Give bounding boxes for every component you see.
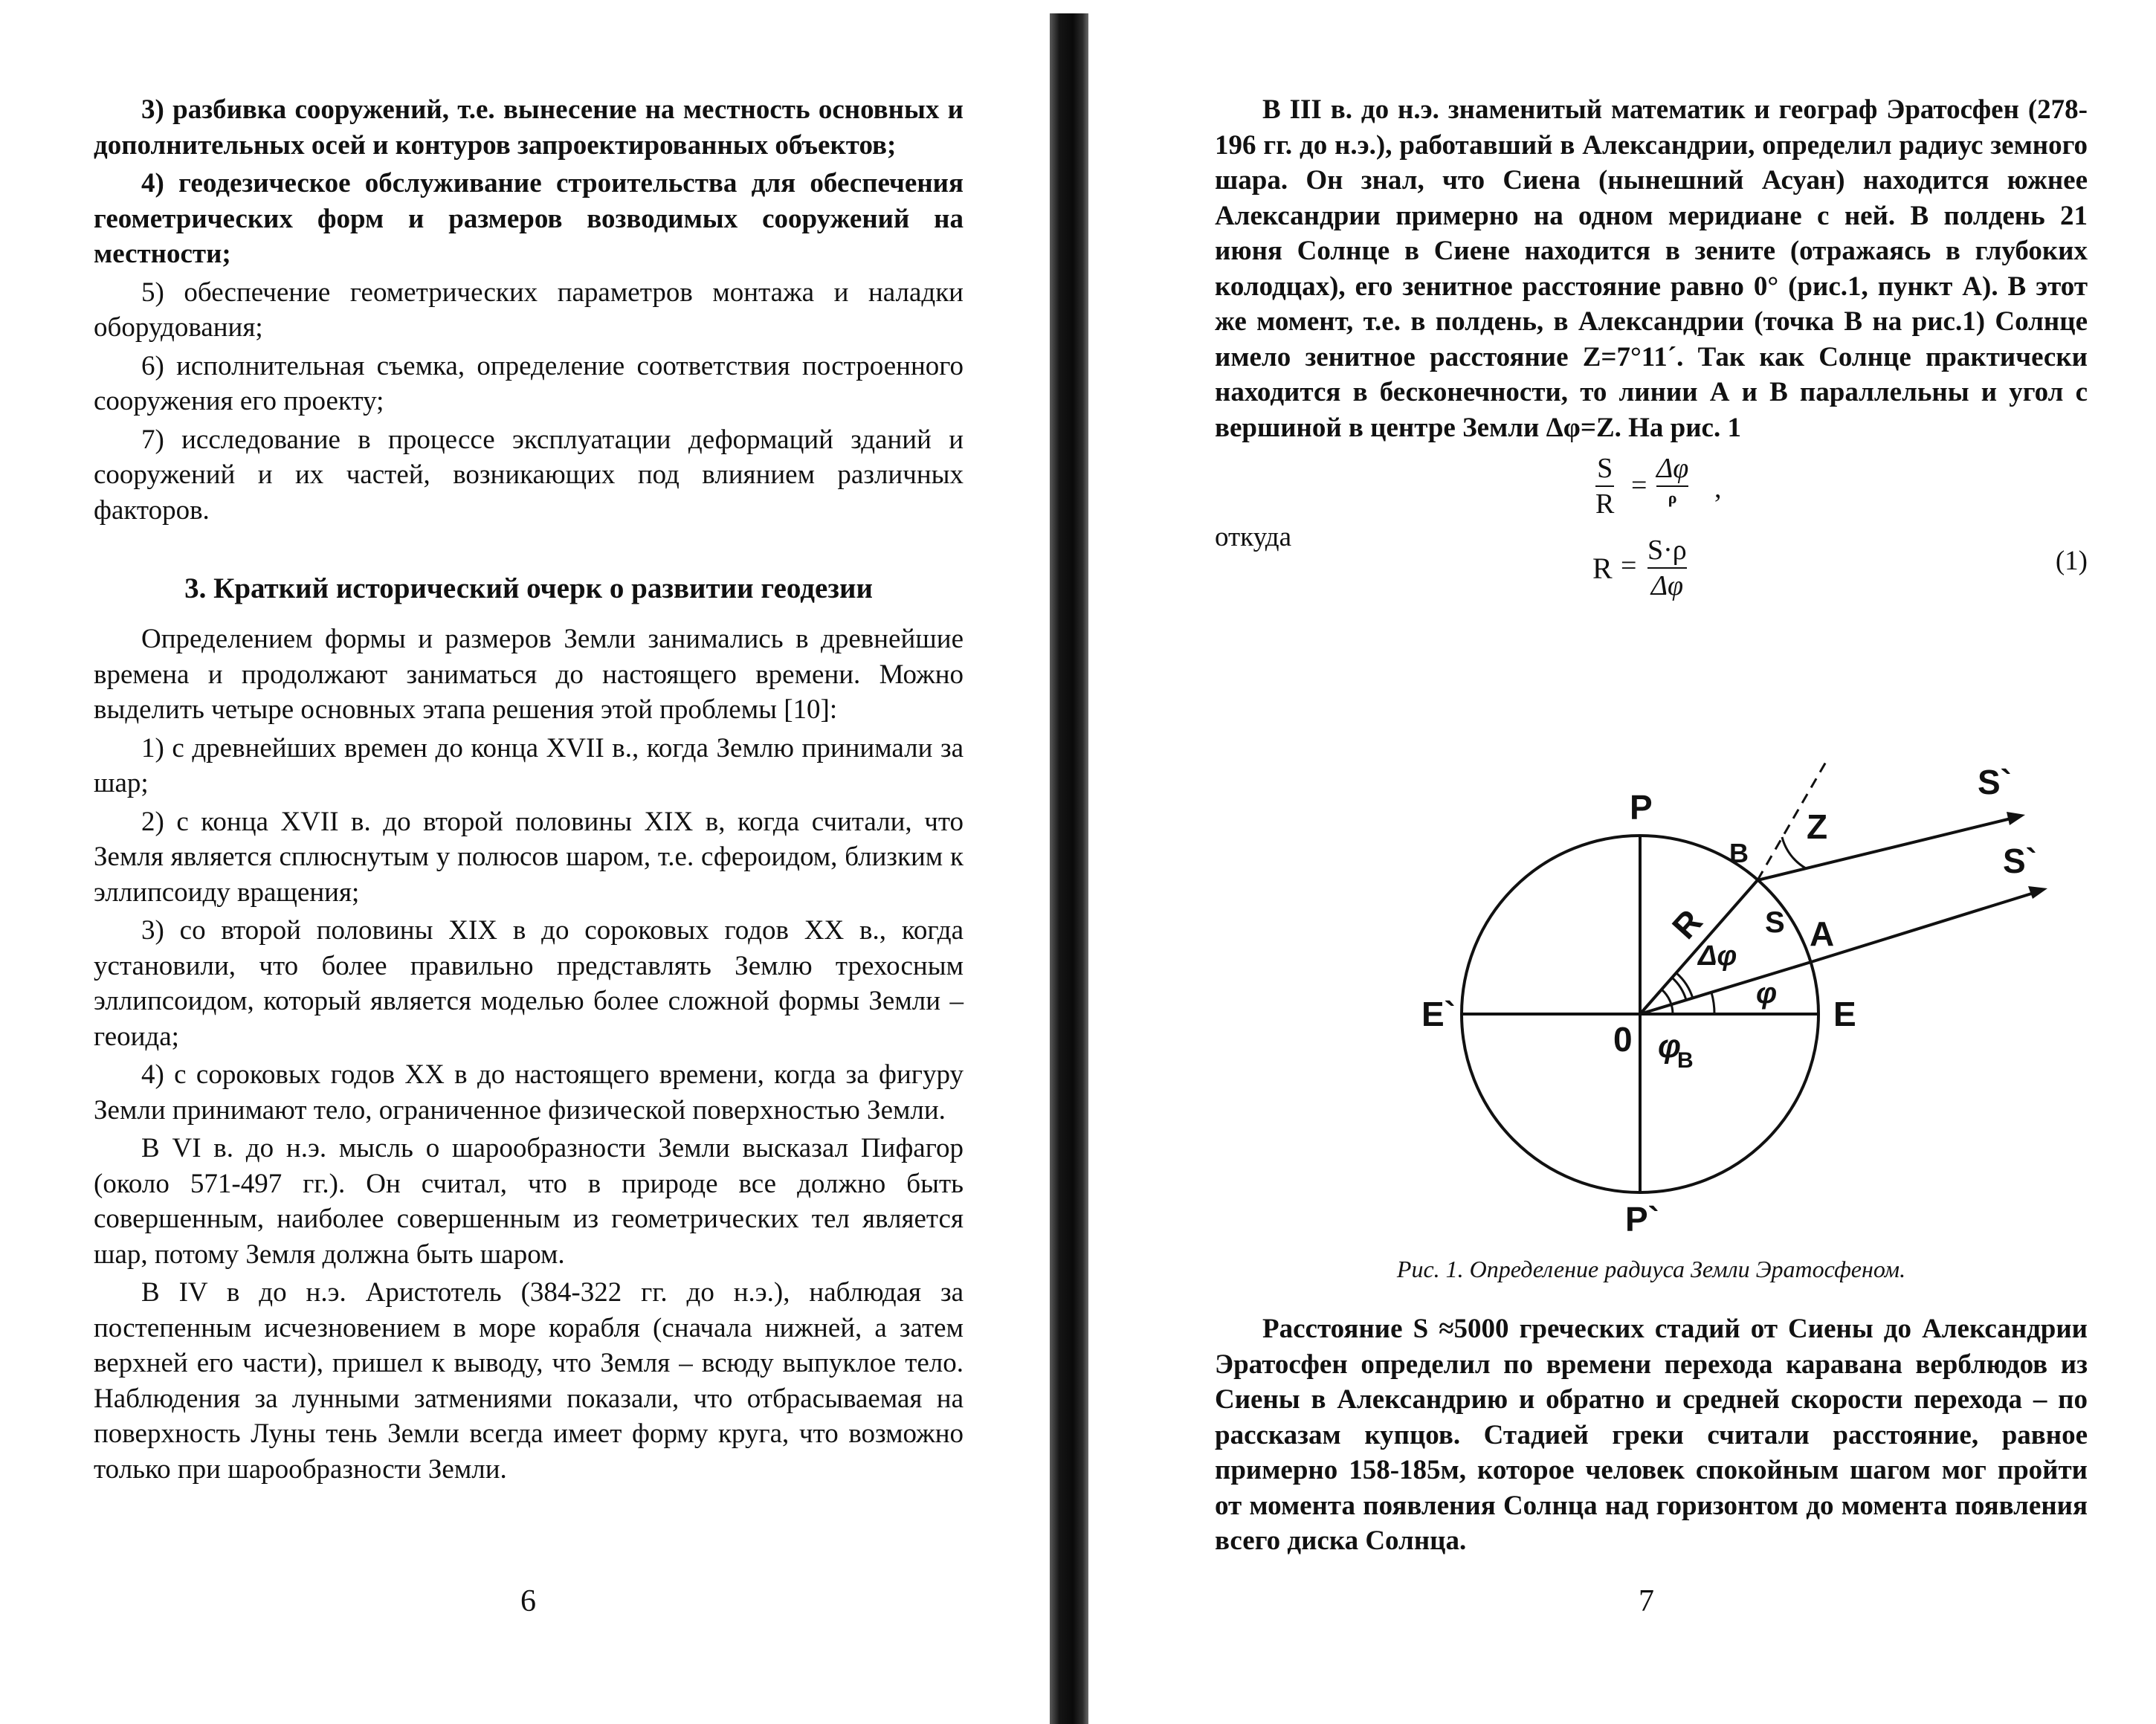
fraction-bar	[1656, 485, 1688, 487]
label-p: P	[1630, 788, 1653, 827]
sun-ray-b	[1758, 818, 2014, 880]
label-s-sun-1: S`	[1978, 763, 2012, 801]
stage-item-3: 3) со второй половины XIX в до сороковых годов XX в., когда установили, что более правильно представлять Землю трехосным эллипсоидом, который является моделью более сложной формы Земли – геоида;	[94, 915, 964, 1052]
formula-lhs: R	[1592, 552, 1613, 585]
paragraph-distance: Расстояние S ≈5000 греческих стадий от Сиены до Александрии Эратосфен определил по времени перехода каравана верблюдов из Сиены в Александрию и обратно и средней скорости перехода – по рассказам купцов. Стадией греки считали расстояние, равное примерно 158-185м, которое человек спокойным шагом мог пройти от момента появления Солнца над горизонтом до момента появления всего диска Солнца.	[1215, 1314, 2088, 1556]
figure-caption: Рис. 1. Определение радиуса Земли Эратосфеном.	[1396, 1256, 1906, 1282]
arrow-head-a	[2028, 886, 2047, 899]
fraction-numerator: S·ρ	[1647, 535, 1687, 566]
phi-arc	[1711, 992, 1714, 1014]
list-item-3: 3) разбивка сооружений, т.е. вынесение на местность основных и дополнительных осей и контуров запроектированных объектов;	[94, 94, 964, 161]
stage-item-2: 2) с конца XVII в. до второй половины XIX в, когда считали, что Земля является сплюснутым у полюсов шаром, т.е. сфероидом, близким к эллипсоиду вращения;	[94, 806, 964, 908]
label-r: R	[1664, 902, 1710, 946]
label-phi: φ	[1756, 977, 1778, 1010]
paragraph-eratosthenes: В III в. до н.э. знаменитый математик и географ Эратосфен (278-196 гг. до н.э.), работавший в Александрии, определил радиус земного шара. Он знал, что Сиена (нынешний Асуан) находится южнее Александрии примерно на одном меридиане с ней. В полдень 21 июня Солнце в Сиене находится в зените (отражаясь в глубоких колодцах), его зенитное расстояние равно 0° (рис.1, пункт А). В этот же момент, т.е. в полдень, в Александрии (точка В на рис.1) Солнце имело зенитное расстояние Z=7°11´. Так как Солнце практически находится в бесконечности, то линии А и В параллельны и угол с вершиной в центре Земли Δφ=Z. На рис. 1	[1215, 94, 2088, 443]
label-e: E	[1833, 995, 1856, 1033]
right-page	[1088, 0, 2156, 1724]
label-o: 0	[1613, 1020, 1633, 1059]
fraction-bar	[1595, 485, 1614, 487]
fraction-s-rho-over-dphi	[1647, 535, 1687, 601]
paragraph-aristotle: В IV в до н.э. Аристотель (384-322 гг. до н.э.), наблюдая за постепенным исчезновением в море корабля (сначала нижней, а затем верхней его части), пришел к выводу, что Земля – всюду выпуклое тело. Наблюдения за лунными затмениями показали, что отбрасываемая на поверхность Луны тень Земли всегда имеет форму круга, что возможно только при шарообразности Земли.	[94, 1277, 964, 1485]
label-a: A	[1810, 914, 1835, 953]
stage-item-1: 1) с древнейших времен до конца XVII в., когда Землю принимали за шар;	[94, 732, 964, 798]
formula-comma: ,	[1714, 473, 1722, 504]
label-s: S	[1765, 906, 1785, 939]
fraction-denominator: Δφ	[1650, 570, 1684, 601]
paragraph: Определением формы и размеров Земли занимались в древнейшие времена и продолжают заниматься до настоящего времени. Можно выделить четыре основных этапа решения этой проблемы [10]:	[94, 624, 964, 725]
section-heading: 3. Краткий исторический очерк о развитии геодезии	[184, 572, 873, 604]
page-number: 6	[520, 1584, 536, 1618]
fraction-s-over-r	[1595, 453, 1614, 520]
fraction-numerator: S	[1597, 453, 1613, 484]
label-e-left: E`	[1421, 995, 1456, 1033]
after-figure-text	[1215, 1311, 2088, 1562]
list-item-7: 7) исследование в процессе эксплуатации деформаций зданий и сооружений и их частей, возникающих под влиянием различных факторов.	[94, 424, 964, 526]
list-item-6: 6) исполнительная съемка, определение соответствия построенного сооружения его проекту;	[94, 350, 964, 416]
label-p-bottom: P`	[1625, 1200, 1659, 1239]
fraction-denominator: R	[1595, 488, 1615, 520]
phib-arc	[1662, 989, 1673, 1014]
sun-ray-a	[1811, 892, 2036, 962]
label-phib: φ	[1658, 1028, 1681, 1065]
fraction-dphi-over-rho	[1656, 453, 1688, 508]
list-item-4: 4) геодезическое обслуживание строительства для обеспечения геометрических форм и размеров возводимых сооружений на местности;	[94, 168, 964, 269]
paragraph-pythagoras: В VI в. до н.э. мысль о шарообразности Земли высказал Пифагор (около 571-497 гг.). Он считал, что в природе все должно быть совершенным, наиболее совершенным из геометрических тел является шар, потому Земля должна быть шаром.	[94, 1133, 964, 1270]
fraction-bar	[1647, 567, 1687, 569]
book-spine	[1050, 13, 1088, 1724]
label-dphi: Δφ	[1698, 940, 1737, 972]
label-b: B	[1729, 838, 1749, 868]
list-item-5: 5) обеспечение геометрических параметров монтажа и наладки оборудования;	[94, 277, 964, 343]
left-page	[0, 0, 1050, 1724]
label-s-sun-2: S`	[2003, 842, 2037, 880]
fraction-denominator: ρ	[1668, 488, 1677, 507]
equals-sign: =	[1621, 550, 1637, 581]
eratosthenes-diagram	[1259, 746, 2077, 1252]
otkuda-label: откуда	[1215, 522, 1292, 552]
right-page-text	[1215, 92, 2088, 1556]
arrow-head-b	[2007, 812, 2025, 825]
fraction-numerator: Δφ	[1656, 453, 1689, 484]
equals-sign: =	[1631, 470, 1647, 501]
page-number: 7	[1639, 1584, 1654, 1618]
formula-block	[1215, 453, 2088, 633]
stage-item-4: 4) с сороковых годов XX в до настоящего времени, когда за фигуру Земли принимают тело, ограниченное физической поверхностью Земли.	[94, 1059, 964, 1126]
z-arc	[1782, 837, 1806, 868]
label-z: Z	[1807, 807, 1828, 846]
formula-number: (1)	[2055, 546, 2088, 576]
label-phib-sub: B	[1677, 1048, 1694, 1073]
left-page-text	[94, 92, 964, 1490]
